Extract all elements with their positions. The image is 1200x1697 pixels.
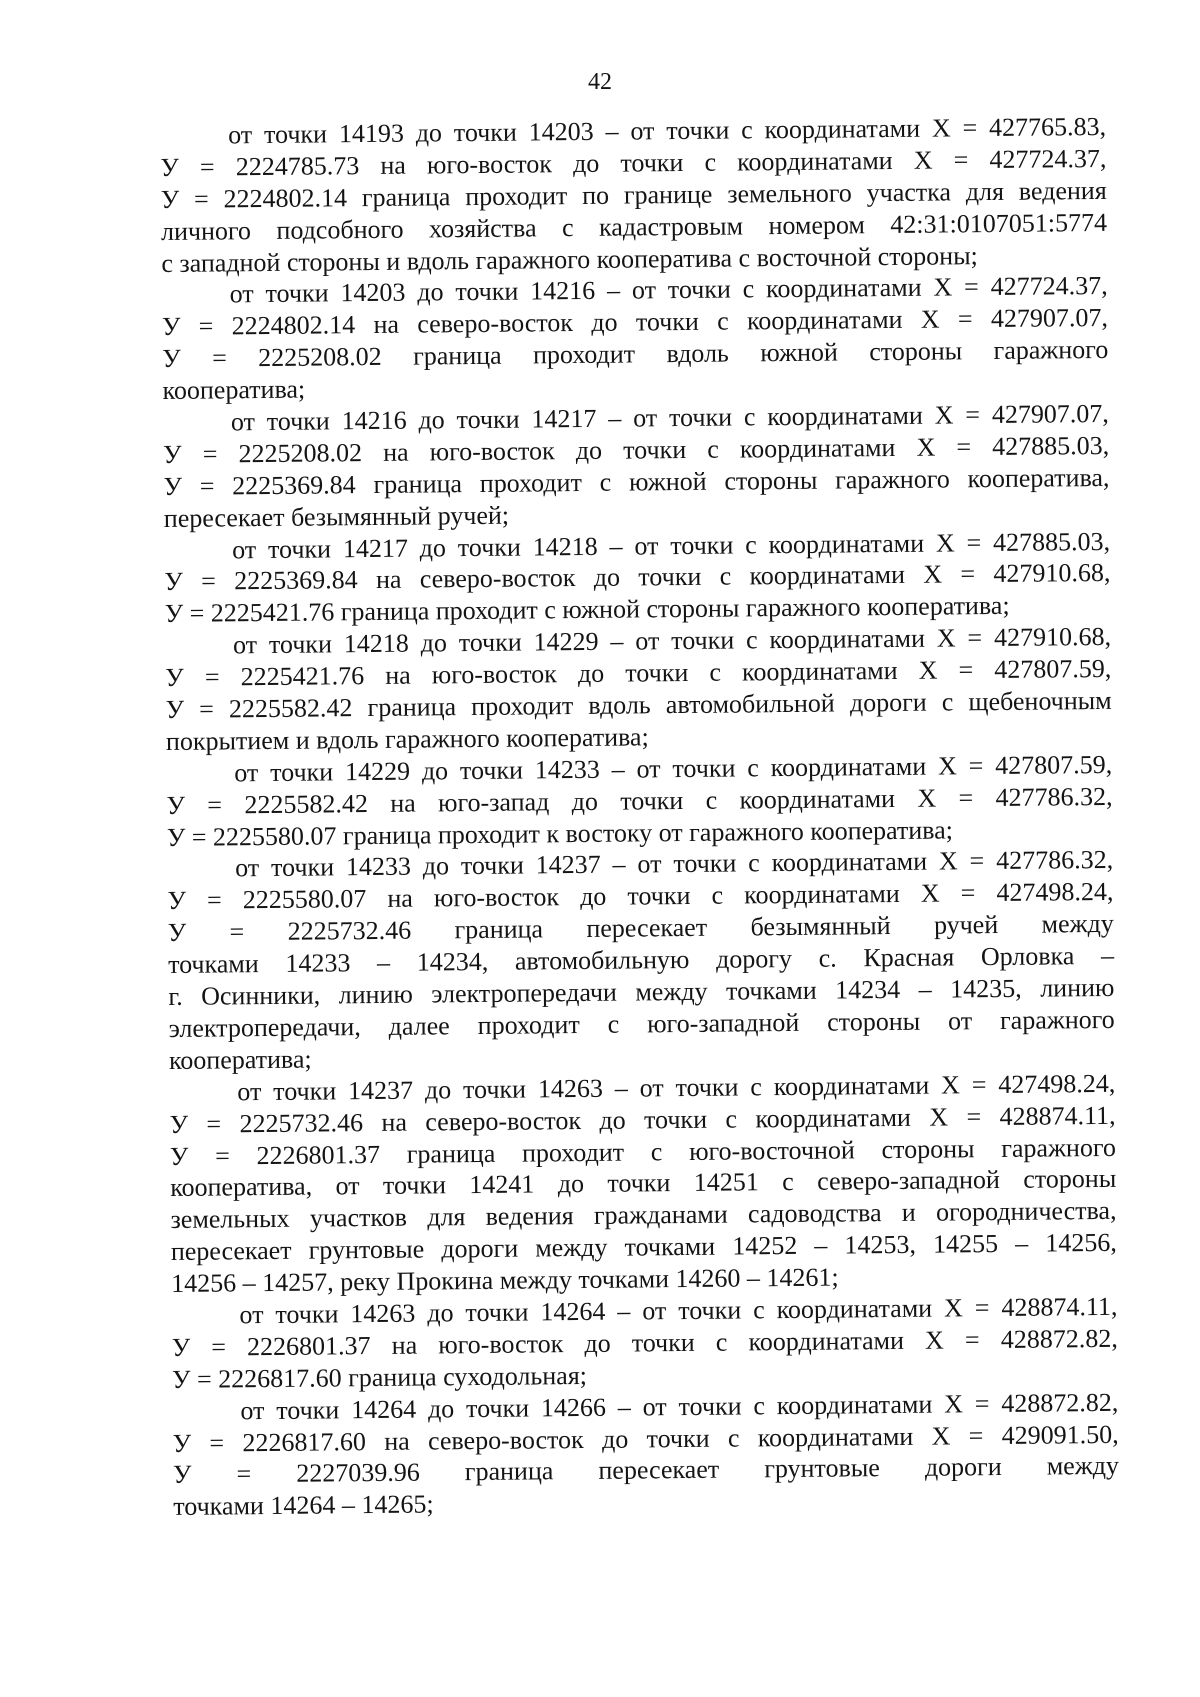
document-body xyxy=(160,111,1119,1523)
text-line: У = 2225732.46 на северо-восток до точки с координатами Х = 428874.11, xyxy=(169,1100,1116,1139)
text-line: У = 2226801.37 граница проходит с юго-восточной стороны гаражного xyxy=(169,1132,1117,1171)
text-line: У = 2224802.14 на северо-восток до точки с координатами Х = 427907.07, xyxy=(161,303,1109,342)
text-line: кооператива; xyxy=(168,1044,312,1075)
text-line: от точки 14263 до точки 14264 – от точки с координатами Х = 428874.11, xyxy=(239,1291,1118,1330)
text-line: У = 2225732.46 граница пересекает безымянный ручей между xyxy=(167,909,1114,948)
text-line: У = 2225421.76 на юго-восток до точки с координатами Х = 427807.59, xyxy=(165,654,1112,693)
text-line: от точки 14264 до точки 14266 – от точки с координатами Х = 428872.82, xyxy=(240,1387,1119,1425)
text-line: земельных участков для ведения гражданами садоводства и огородничества, xyxy=(170,1196,1117,1235)
page-number: 42 xyxy=(588,69,612,95)
text-line: г. Осинники, линию электропередачи между точками 14234 – 14235, линию xyxy=(168,972,1115,1012)
text-line: пересекает грунтовые дороги между точками 14252 – 14253, 14255 – 14256, xyxy=(170,1228,1117,1267)
text-line: от точки 14229 до точки 14233 – от точки с координатами Х = 427807.59, xyxy=(234,749,1113,788)
paragraph xyxy=(165,621,1112,758)
text-line: У = 2225582.42 на юго-запад до точки с координатами Х = 427786.32, xyxy=(166,781,1113,820)
text-line: от точки 14217 до точки 14218 – от точки с координатами Х = 427885.03, xyxy=(231,526,1111,564)
text-line: У = 2227039.96 граница пересекает грунтовые дороги между xyxy=(172,1451,1120,1490)
text-line: пересекает безымянный ручей; xyxy=(163,500,510,533)
text-line: покрытием и вдоль гаражного кооператива; xyxy=(165,722,649,756)
paragraph xyxy=(169,1068,1117,1300)
text-line: 14256 – 14257, реку Прокина между точками 14260 – 14261; xyxy=(171,1262,839,1299)
paragraph xyxy=(163,398,1110,535)
paragraph xyxy=(167,844,1115,1076)
text-line: точками 14264 – 14265; xyxy=(173,1489,434,1522)
paragraph xyxy=(164,525,1111,630)
paragraph xyxy=(171,1291,1118,1396)
text-line: с западной стороны и вдоль гаражного кооператива с восточной стороны; xyxy=(161,240,978,278)
text-line: У = 2225208.02 на юго-восток до точки с координатами Х = 427885.03, xyxy=(163,430,1110,469)
text-line: У = 2226817.60 граница суходольная; xyxy=(171,1360,588,1394)
text-line: кооператива; xyxy=(162,374,306,406)
text-line: У = 2224785.73 на юго-восток до точки с координатами Х = 427724.37, xyxy=(160,143,1107,182)
text-line: У = 2226801.37 на юго-восток до точки с координатами Х = 428872.82, xyxy=(171,1323,1118,1362)
text-line: электропередачи, далее проходит с юго-западной стороны от гаражного xyxy=(168,1004,1115,1043)
paragraph xyxy=(172,1386,1119,1523)
text-line: точками 14233 – 14234, автомобильную дорогу с. Красная Орловка – xyxy=(167,941,1115,980)
text-line: от точки 14193 до точки 14203 – от точки с координатами Х = 427765.83, xyxy=(228,111,1107,150)
text-line: от точки 14237 до точки 14263 – от точки с координатами Х = 427498.24, xyxy=(237,1068,1116,1107)
text-line: личного подсобного хозяйства с кадастровым номером 42:31:0107051:5774 xyxy=(160,207,1108,246)
text-line: от точки 14218 до точки 14229 – от точки с координатами Х = 427910.68, xyxy=(232,622,1112,660)
text-line: У = 2225369.84 на северо-восток до точки с координатами Х = 427910.68, xyxy=(164,558,1111,597)
text-line: от точки 14203 до точки 14216 – от точки с координатами Х = 427724.37, xyxy=(229,271,1108,309)
paragraph xyxy=(160,111,1107,280)
text-line: У = 2225421.76 граница проходит с южной стороны гаражного кооператива; xyxy=(164,591,1010,629)
text-line: У = 2226817.60 на северо-восток до точки с координатами Х = 429091.50, xyxy=(172,1419,1119,1458)
text-line: У = 2225369.84 граница проходит с южной стороны гаражного кооператива, xyxy=(163,462,1110,501)
paragraph xyxy=(166,749,1113,854)
text-line: У = 2225580.07 на юго-восток до точки с координатами Х = 427498.24, xyxy=(167,877,1114,916)
text-line: У = 2225208.02 граница проходит вдоль южной стороны гаражного xyxy=(162,335,1109,374)
text-line: кооператива, от точки 14241 до точки 14251 с северо-западной стороны xyxy=(170,1164,1117,1203)
text-line: от точки 14233 до точки 14237 – от точки с координатами Х = 427786.32, xyxy=(235,845,1114,883)
text-line: У = 2225580.07 граница проходит к востоку от гаражного кооператива; xyxy=(166,815,954,852)
text-line: от точки 14216 до точки 14217 – от точки с координатами Х = 427907.07, xyxy=(230,398,1109,437)
text-line: У = 2224802.14 граница проходит по границе земельного участка для ведения xyxy=(160,175,1107,214)
text-line: У = 2225582.42 граница проходит вдоль автомобильной дороги с щебеночным xyxy=(165,685,1112,725)
paragraph xyxy=(162,270,1109,407)
